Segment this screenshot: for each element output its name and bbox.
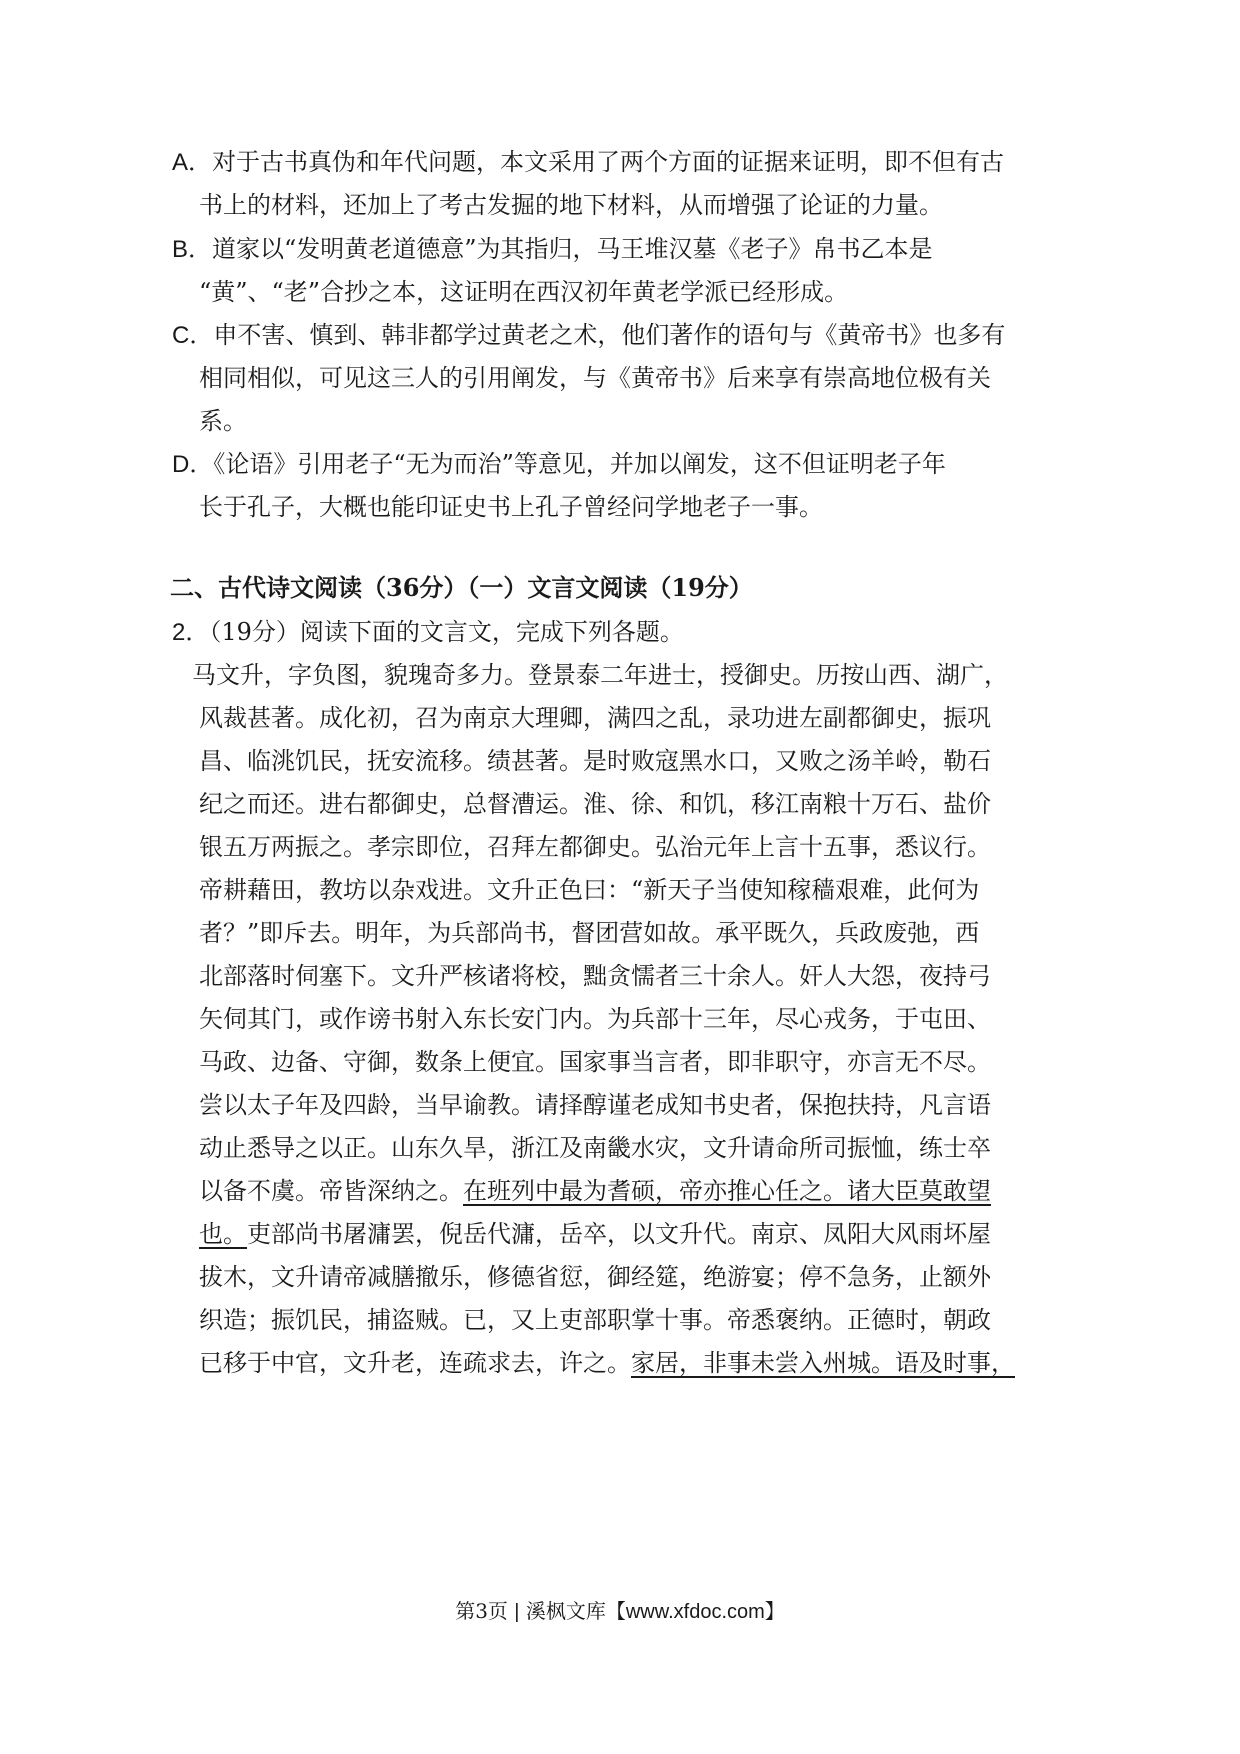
passage-line: 矢伺其门，或作谤书射入东长安门内。为兵部十三年，尽心戎务，于屯田、 [199, 1005, 991, 1033]
option-b-line-2: “黄”、“老”合抄之本，这证明在西汉初年黄老学派已经形成。 [199, 278, 849, 306]
passage-line: 风裁甚著。成化初，召为南京大理卿，满四之乱，录功进左副都御史，振巩 [199, 704, 991, 732]
passage-line: 者？”即斥去。明年，为兵部尚书，督团营如故。承平既久，兵政废弛，西 [199, 919, 980, 947]
passage-line: 动止悉导之以正。山东久旱，浙江及南畿水灾，文升请命所司振恤，练士卒 [199, 1134, 991, 1162]
passage-line: 纪之而还。进右都御史，总督漕运。淮、徐、和饥，移江南粮十万石、盐价 [199, 790, 991, 818]
passage-line: 织造；振饥民，捕盗贼。已，又上吏部职掌十事。帝悉褒纳。正德时，朝政 [199, 1306, 991, 1334]
passage-line [199, 1347, 1015, 1379]
question-text: （19分）阅读下面的文言文，完成下列各题。 [209, 618, 684, 646]
option-d-line-2: 长于孔子，大概也能印证史书上孔子曾经问学地老子一事。 [199, 493, 823, 521]
passage-line: 昌、临洮饥民，抚安流移。绩甚著。是时败寇黑水口，又败之汤羊岭，勒石 [199, 747, 991, 775]
underlined-sentence: 在班列中最为耆硕，帝亦推心任之。诸大臣莫敢望 [463, 1177, 991, 1205]
passage-line: 帝耕藉田，教坊以杂戏进。文升正色曰：“新天子当使知稼穑艰难，此何为 [199, 876, 980, 904]
option-a-line-2: 书上的材料，还加上了考古发掘的地下材料，从而增强了论证的力量。 [199, 191, 943, 219]
underlined-sentence-end: 也。 [199, 1220, 247, 1248]
option-letter: C． [172, 322, 214, 349]
passage-line: 北部落时伺塞下。文升严核诸将校，黜贪懦者三十余人。奸人大怨，夜持弓 [199, 962, 991, 990]
section-heading: 二、古代诗文阅读（36分）（一）文言文阅读（19分） [170, 573, 753, 602]
question-stem [172, 616, 684, 649]
option-letter: B． [172, 236, 213, 263]
option-b [172, 233, 933, 266]
underlined-sentence: 家居，非事未尝入州城。语及时事， [631, 1349, 1015, 1377]
page-number: 第3页 [455, 1599, 508, 1623]
bracket-close: 】 [764, 1599, 785, 1623]
option-text-line: 申不害、慎到、韩非都学过黄老之术，他们著作的语句与《黄帝书》也多有 [213, 321, 1006, 349]
passage-line: 银五万两振之。孝宗即位，召拜左都御史。弘治元年上言十五事，悉议行。 [199, 833, 991, 861]
passage-segment: 吏部尚书屠滽罢，倪岳代滽，岳卒，以文升代。南京、凤阳大风雨坏屋 [247, 1220, 991, 1248]
option-text-line: 对于古书真伪和年代问题，本文采用了两个方面的证据来证明，即不但有古 [212, 148, 1005, 176]
option-c-line-2: 相同相似，可见这三人的引用阐发，与《黄帝书》后来享有崇高地位极有关 [199, 364, 991, 392]
option-letter: D． [172, 451, 214, 478]
option-a [172, 146, 1004, 179]
option-text-line: 《论语》引用老子“无为而治”等意见，并加以阐发，这不但证明老子年 [213, 450, 946, 478]
question-number: 2． [172, 619, 210, 646]
passage-segment: 已移于中官，文升老，连疏求去，许之。 [199, 1349, 631, 1377]
site-link[interactable]: www.xfdoc.com [625, 1601, 765, 1623]
passage-segment: 以备不虞。帝皆深纳之。 [199, 1177, 463, 1205]
passage-line: 马文升，字负图，貌瑰奇多力。登景泰二年进士，授御史。历按山西、湖广， [192, 661, 1008, 689]
page-footer [0, 1597, 1240, 1626]
option-d [172, 448, 946, 481]
option-c-line-3: 系。 [199, 407, 247, 435]
option-text-line: 道家以“发明黄老道德意”为其指归，马王堆汉墓《老子》帛书乙本是 [212, 235, 933, 263]
passage-line: 尝以太子年及四龄，当早谕教。请择醇谨老成知书史者，保抱扶持，凡言语 [199, 1091, 991, 1119]
passage-line: 拔木，文升请帝减膳撤乐，修德省愆，御经筵，绝游宴；停不急务，止额外 [199, 1263, 991, 1291]
library-name: 溪枫文库【 [525, 1599, 626, 1623]
passage-line [199, 1175, 991, 1207]
footer-separator: | [514, 1601, 520, 1623]
passage-line: 马政、边备、守御，数条上便宜。国家事当言者，即非职守，亦言无不尽。 [199, 1048, 991, 1076]
option-c [172, 319, 1005, 352]
option-letter: A． [172, 149, 213, 176]
passage-line [199, 1218, 991, 1250]
